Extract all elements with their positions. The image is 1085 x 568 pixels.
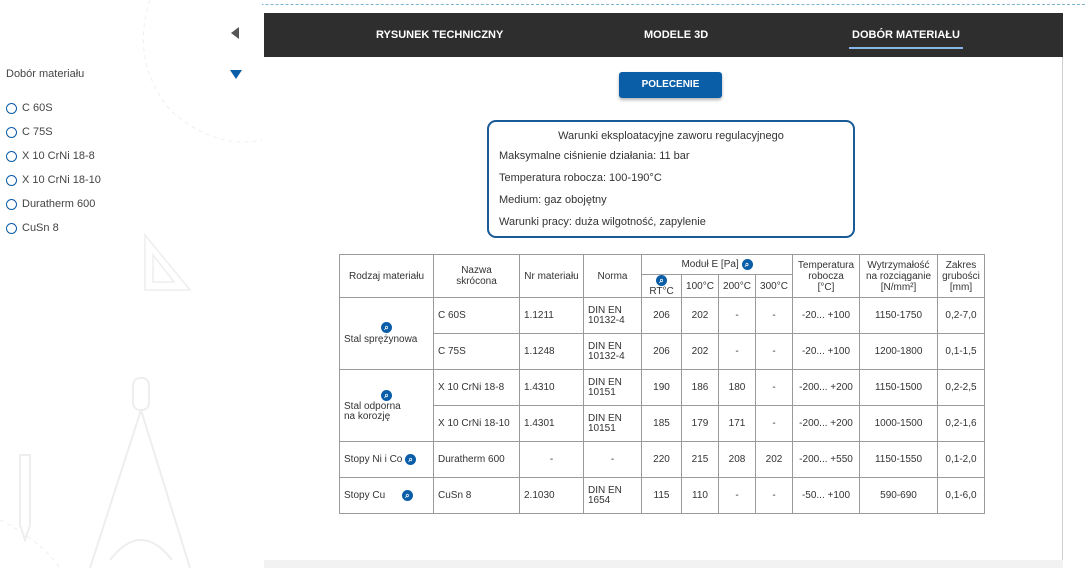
cell-wytrz: 1150-1500 [860, 370, 938, 406]
cell-zakres: 0,1-6,0 [938, 478, 985, 514]
header-temp-line1: Temperatura [797, 259, 855, 271]
header-wytrz-line2: na rozciąganie [865, 270, 932, 282]
cell-norma-line1: DIN EN [588, 412, 622, 424]
cell-norma [584, 478, 642, 514]
zoom-icon[interactable]: ⌕ [381, 322, 392, 333]
radio-button[interactable] [6, 175, 17, 186]
radio-button[interactable] [6, 223, 17, 234]
material-option-label: C 60S [22, 102, 53, 114]
header-zakres-line3: [mm] [949, 281, 973, 293]
cell-temp: -200... +550 [793, 442, 860, 478]
material-option-c60s[interactable] [6, 96, 101, 120]
caret-down-icon[interactable] [230, 70, 242, 79]
zoom-icon[interactable]: ⌕ [402, 490, 413, 501]
cell-nr: - [520, 442, 584, 478]
operating-conditions-box [487, 120, 855, 238]
cell-zakres: 0,2-2,5 [938, 370, 985, 406]
header-rt-label: RT°C [649, 286, 674, 298]
cell-rt: 206 [642, 298, 682, 334]
table-row [340, 298, 985, 334]
cell-nr: 1.4301 [520, 406, 584, 442]
cell-temp: -20... +100 [793, 334, 860, 370]
cell-100: 110 [682, 478, 719, 514]
cell-200: - [719, 334, 756, 370]
group-label: Stopy Ni i Co [344, 454, 403, 466]
cell-rt: 206 [642, 334, 682, 370]
cell-300: - [756, 334, 793, 370]
zoom-icon[interactable]: ⌕ [381, 390, 392, 401]
header-wytrz-line1: Wytrzymałość [867, 259, 930, 271]
cell-wytrz: 590-690 [860, 478, 938, 514]
cell-norma-line2: 1654 [588, 494, 611, 506]
table-row [340, 334, 985, 370]
material-option-label: X 10 CrNi 18-10 [22, 174, 101, 186]
cell-name: X 10 CrNi 18-10 [434, 406, 520, 442]
conditions-title: Warunki eksploatacyjne zaworu regulacyjnego [558, 130, 784, 142]
group-cell-stal-sprezynowa [340, 298, 434, 370]
cell-nr: 1.1211 [520, 298, 584, 334]
cell-norma-line2: 10151 [588, 386, 616, 398]
table-header-row [340, 255, 985, 275]
cell-rt: 220 [642, 442, 682, 478]
cell-temp: -20... +100 [793, 298, 860, 334]
header-300: 300°C [756, 275, 793, 298]
cell-100: 215 [682, 442, 719, 478]
table-row [340, 370, 985, 406]
table-row [340, 478, 985, 514]
group-cell-stopy-cu [340, 478, 434, 514]
radio-button[interactable] [6, 103, 17, 114]
header-nazwa-line1: Nazwa [461, 265, 492, 277]
cell-wytrz: 1200-1800 [860, 334, 938, 370]
header-wytrz [860, 255, 938, 298]
tab-modele-3d[interactable]: MODELE 3D [644, 29, 709, 41]
material-option-duratherm600[interactable] [6, 192, 101, 216]
table-row [340, 442, 985, 478]
cell-norma: - [584, 442, 642, 478]
header-modul-label: Moduł E [Pa] [681, 259, 739, 271]
header-rt [642, 275, 682, 298]
condition-line: Medium: gaz obojętny [499, 194, 607, 206]
condition-line: Warunki pracy: duża wilgotność, zapylenie [499, 216, 706, 228]
collapse-left-icon[interactable] [231, 27, 239, 39]
zoom-icon[interactable]: ⌕ [742, 259, 753, 270]
cell-wytrz: 1150-1750 [860, 298, 938, 334]
materials-table [339, 254, 985, 514]
cell-temp: -200... +200 [793, 406, 860, 442]
cell-norma-line2: 10132-4 [588, 314, 625, 326]
cell-nr: 1.4310 [520, 370, 584, 406]
polecenie-button[interactable]: POLECENIE [619, 72, 722, 98]
material-option-label: C 75S [22, 126, 53, 138]
cell-200: 208 [719, 442, 756, 478]
cell-100: 202 [682, 298, 719, 334]
header-temp-line3: [°C] [817, 281, 835, 293]
cell-norma-line1: DIN EN [588, 484, 622, 496]
cell-200: - [719, 478, 756, 514]
cell-nr: 2.1030 [520, 478, 584, 514]
cell-name: CuSn 8 [434, 478, 520, 514]
material-option-cusn8[interactable] [6, 216, 101, 240]
cell-norma [584, 406, 642, 442]
header-norma: Norma [584, 255, 642, 298]
material-option-x10crni18-8[interactable] [6, 144, 101, 168]
material-option-label: Duratherm 600 [22, 198, 96, 210]
condition-line: Maksymalne ciśnienie działania: 11 bar [499, 150, 690, 162]
radio-button[interactable] [6, 199, 17, 210]
zoom-icon[interactable]: ⌕ [405, 454, 416, 465]
cell-rt: 190 [642, 370, 682, 406]
cell-200: 180 [719, 370, 756, 406]
material-option-label: CuSn 8 [22, 222, 59, 234]
cell-norma [584, 334, 642, 370]
cell-300: - [756, 298, 793, 334]
cell-name: C 60S [434, 298, 520, 334]
cell-zakres: 0,1-1,5 [938, 334, 985, 370]
tab-rysunek-techniczny[interactable]: RYSUNEK TECHNICZNY [376, 29, 504, 41]
material-list [6, 96, 101, 240]
cell-100: 179 [682, 406, 719, 442]
header-zakres-line1: Zakres [945, 259, 977, 271]
cell-zakres: 0,2-1,6 [938, 406, 985, 442]
zoom-icon[interactable]: ⌕ [656, 275, 667, 286]
cell-name: X 10 CrNi 18-8 [434, 370, 520, 406]
header-temp-line2: robocza [808, 270, 844, 282]
group-label: Stal sprężynowa [344, 334, 418, 346]
material-option-c75s[interactable] [6, 120, 101, 144]
main-panel [264, 13, 1063, 568]
material-option-x10crni18-10[interactable] [6, 168, 101, 192]
cell-norma-line1: DIN EN [588, 340, 622, 352]
cell-norma-line1: DIN EN [588, 376, 622, 388]
header-nazwa-line2: skrócona [456, 276, 497, 288]
cell-norma-line2: 10151 [588, 422, 616, 434]
cell-rt: 115 [642, 478, 682, 514]
section-title: Dobór materiału [6, 68, 85, 80]
condition-line: Temperatura robocza: 100-190°C [499, 172, 662, 184]
cell-nr: 1.1248 [520, 334, 584, 370]
cell-300: - [756, 478, 793, 514]
tab-dobor-materialu[interactable]: DOBÓR MATERIAŁU [852, 13, 960, 57]
header-rodzaj: Rodzaj materiału [340, 255, 434, 298]
cell-norma-line2: 10132-4 [588, 350, 625, 362]
cell-rt: 185 [642, 406, 682, 442]
cell-norma [584, 370, 642, 406]
group-label: Stopy Cu [344, 490, 386, 502]
decorative-drawing-tools [0, 0, 262, 568]
sidebar [0, 0, 262, 568]
cell-temp: -200... +200 [793, 370, 860, 406]
cell-300: - [756, 370, 793, 406]
cell-zakres: 0,1-2,0 [938, 442, 985, 478]
cell-100: 186 [682, 370, 719, 406]
header-wytrz-line3: [N/mm²] [880, 281, 917, 293]
cell-200: - [719, 298, 756, 334]
cell-300: - [756, 406, 793, 442]
radio-button[interactable] [6, 127, 17, 138]
header-temp [793, 255, 860, 298]
cell-zakres: 0,2-7,0 [938, 298, 985, 334]
table-row [340, 406, 985, 442]
radio-button[interactable] [6, 151, 17, 162]
header-nazwa [434, 255, 520, 298]
cell-temp: -50... +100 [793, 478, 860, 514]
header-modul [642, 255, 793, 275]
cell-name: C 75S [434, 334, 520, 370]
header-zakres [938, 255, 985, 298]
header-zakres-line2: grubości [942, 270, 980, 282]
cell-norma-line1: DIN EN [588, 304, 622, 316]
top-navbar [264, 13, 1063, 57]
cell-300: 202 [756, 442, 793, 478]
group-cell-stopy-ni-co [340, 442, 434, 478]
group-label-line1: Stal odporna [344, 400, 401, 412]
cell-wytrz: 1150-1550 [860, 442, 938, 478]
cell-norma [584, 298, 642, 334]
cell-200: 171 [719, 406, 756, 442]
header-nr: Nr materiału [520, 255, 584, 298]
panel-bottom-shadow [264, 560, 1063, 568]
material-option-label: X 10 CrNi 18-8 [22, 150, 95, 162]
header-200: 200°C [719, 275, 756, 298]
cell-100: 202 [682, 334, 719, 370]
header-100: 100°C [682, 275, 719, 298]
cell-name: Duratherm 600 [434, 442, 520, 478]
group-label-line2: na korozję [344, 410, 391, 422]
cell-wytrz: 1000-1500 [860, 406, 938, 442]
group-cell-stal-odporna [340, 370, 434, 442]
